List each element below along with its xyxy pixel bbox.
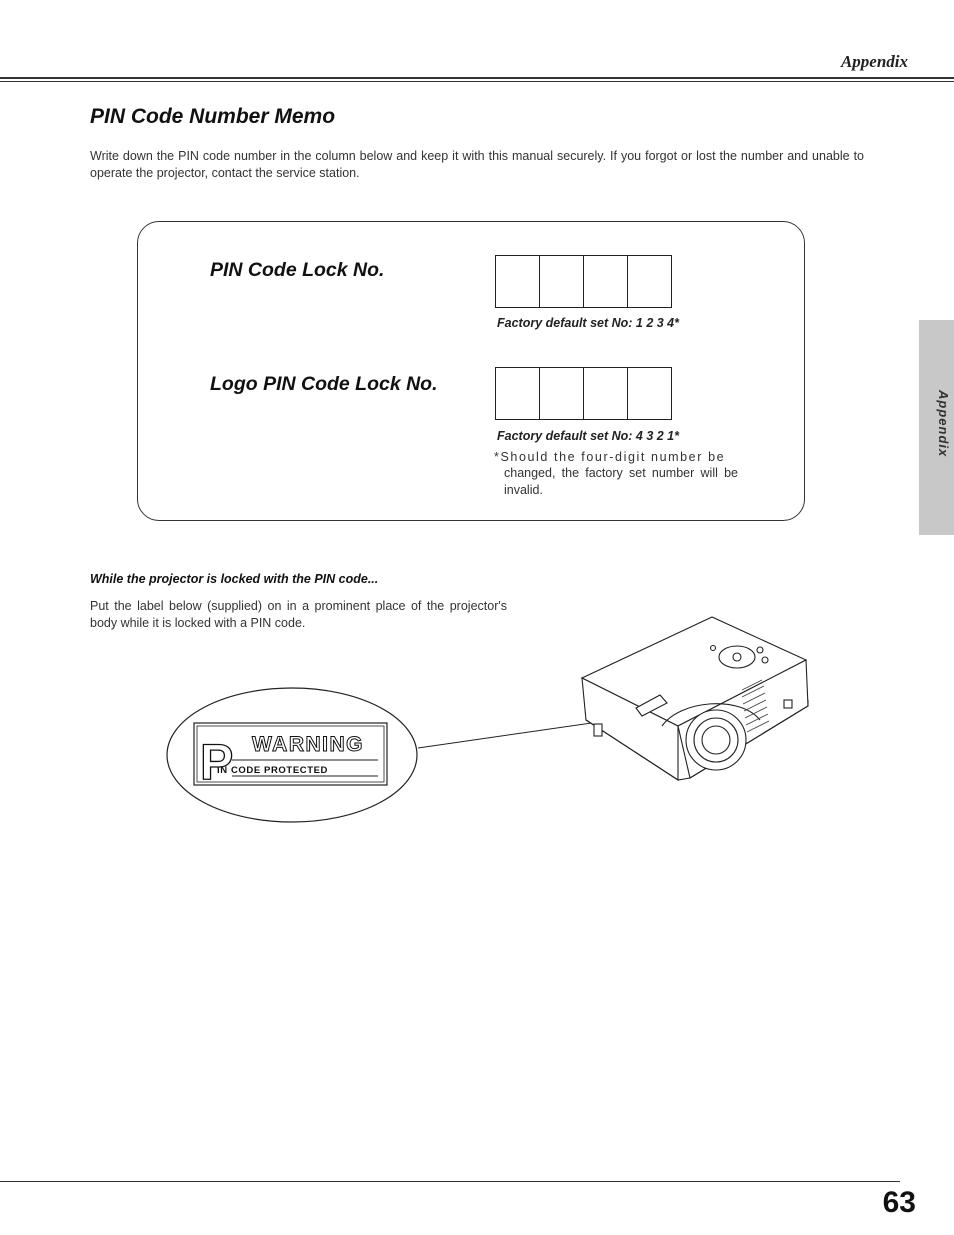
logo-factory-default: Factory default set No: 4 3 2 1* bbox=[497, 429, 680, 443]
digit-box bbox=[496, 368, 540, 419]
digit-box bbox=[584, 368, 628, 419]
page-number: 63 bbox=[882, 1186, 916, 1219]
locked-body-text: Put the label below (supplied) on in a prominent place of the projector's body while it is locked with a PIN code. bbox=[90, 599, 507, 630]
locked-subheading: While the projector is locked with the PIN code... bbox=[90, 572, 379, 586]
footnote bbox=[494, 449, 738, 498]
warning-label bbox=[194, 723, 387, 790]
footer-rule bbox=[0, 1181, 900, 1182]
intro-paragraph: Write down the PIN code number in the column below and keep it with this manual securely. If you forgot or lost the number and unable to operate the projector, contact the service station. bbox=[90, 149, 864, 180]
header-rule bbox=[0, 77, 954, 79]
logo-pin-code-lock-label: Logo PIN Code Lock No. bbox=[210, 373, 438, 395]
projector-illustration bbox=[582, 617, 808, 780]
digit-box bbox=[540, 368, 584, 419]
digit-box bbox=[540, 256, 584, 307]
side-tab bbox=[919, 320, 954, 535]
pin-factory-default: Factory default set No: 1 2 3 4* bbox=[497, 316, 680, 330]
footnote-rest: changed, the factory set number will be invalid. bbox=[504, 466, 738, 497]
label-letter-p: P bbox=[200, 734, 234, 790]
label-warning-text: WARNING bbox=[252, 733, 364, 756]
projector-label-illustration bbox=[160, 610, 820, 830]
side-tab-label: Appendix bbox=[936, 390, 951, 458]
footnote-line1: *Should the four-digit number be bbox=[494, 450, 726, 464]
pin-code-entry-boxes bbox=[495, 255, 672, 308]
digit-box bbox=[628, 256, 671, 307]
header-rule-thin bbox=[0, 81, 954, 82]
label-protected-text: IN CODE PROTECTED bbox=[217, 765, 329, 776]
header-section-title: Appendix bbox=[840, 52, 908, 71]
digit-box bbox=[584, 256, 628, 307]
logo-pin-entry-boxes bbox=[495, 367, 672, 420]
pin-code-lock-label: PIN Code Lock No. bbox=[210, 259, 385, 281]
page-title: PIN Code Number Memo bbox=[90, 105, 336, 128]
digit-box bbox=[496, 256, 540, 307]
digit-box bbox=[628, 368, 671, 419]
